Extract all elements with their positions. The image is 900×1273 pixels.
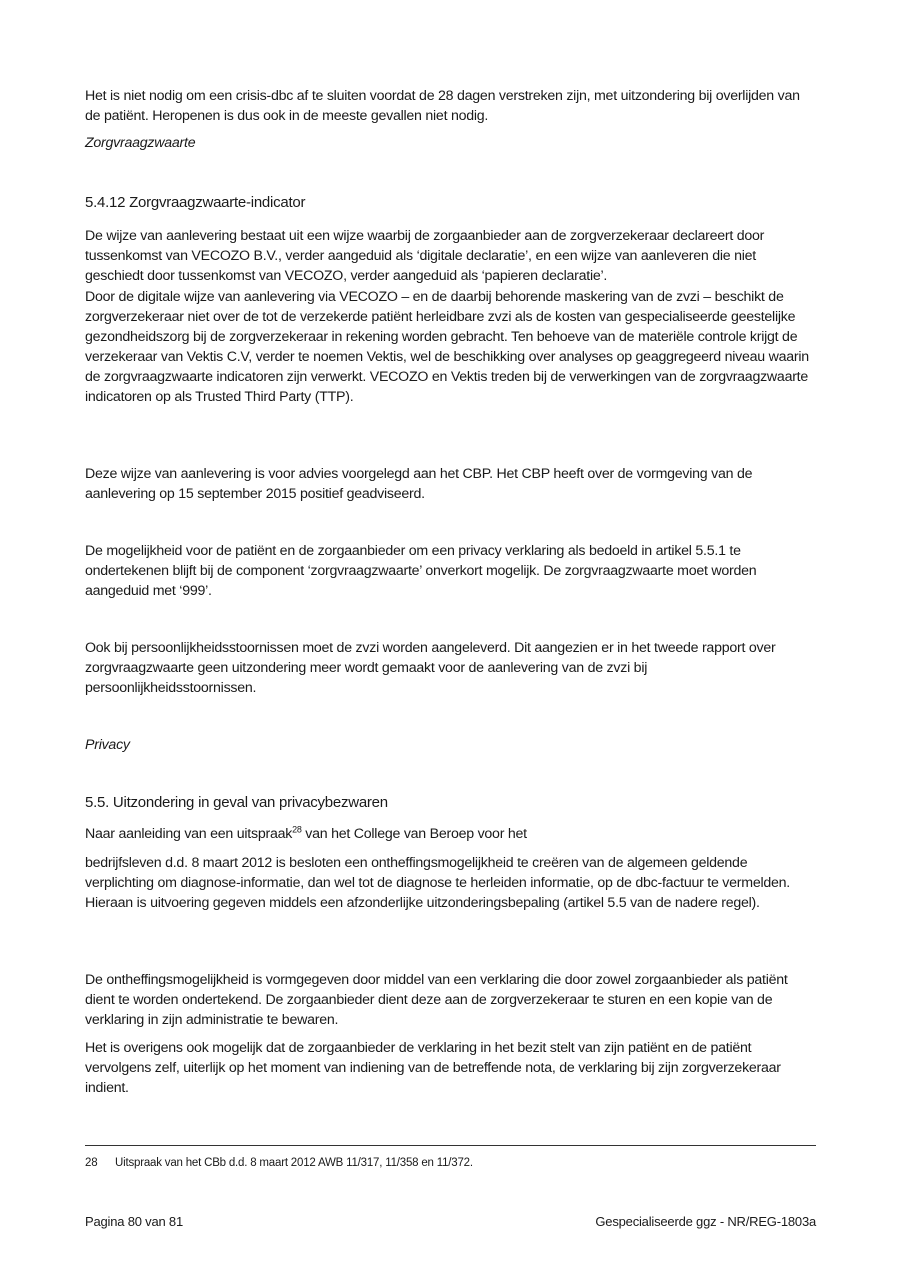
footnote-divider (85, 1145, 816, 1146)
footnote-28 (85, 1156, 473, 1170)
paragraph-crisis-dbc: Het is niet nodig om een crisis-dbc af te sluiten voordat de 28 dagen verstreken zijn, met uitzondering bij overlijden van de patiënt. Heropenen is dus ook in de meeste gevallen niet nodig. (85, 88, 800, 124)
footnote-number: 28 (85, 1157, 98, 1169)
section-label-privacy: Privacy (85, 737, 130, 753)
paragraph-digitale-wijze: Door de digitale wijze van aanlevering via VECOZO – en de daarbij behorende maskering van de zvzi – beschikt de zorgverzekeraar niet over de tot de verzekerde patiënt herleidbare zvzi als de kosten van gespecialiseerde geestelijke gezondheidszorg bij de zorgverzekeraar in rekening worden gebracht. Ten behoeve van de materiële controle krijgt de verzekeraar van Vektis C.V, verder te noemen Vektis, wel de beschikking over analyses op geaggregeerd niveau waarin de zorgvraagzwaarte indicatoren zijn verwerkt. VECOZO en Vektis treden bij de verwerkingen van de zorgvraagzwaarte indicatoren op als Trusted Third Party (TTP). (85, 289, 809, 405)
paragraph-cbp-advies: Deze wijze van aanlevering is voor advies voorgelegd aan het CBP. Het CBP heeft over de vormgeving van de aanlevering op 15 september 2015 positief geadviseerd. (85, 466, 753, 502)
paragraph-ontheffingsmogelijkheid: De ontheffingsmogelijkheid is vormgegeven door middel van een verklaring die door zowel zorgaanbieder als patiënt dient te worden ondertekend. De zorgaanbieder dient deze aan de zorgverzekeraar te sturen en een kopie van de verklaring in zijn administratie te bewaren. (85, 972, 788, 1028)
paragraph-persoonlijkheidsstoornissen: Ook bij persoonlijkheidsstoornissen moet de zvzi worden aangeleverd. Dit aangezien er in het tweede rapport over zorgvraagzwaarte geen uitzondering meer wordt gemaakt voor de aanlevering van de zvzi bij persoonlijkheidsstoornissen. (85, 640, 776, 696)
paragraph-wijze-van-aanlevering: De wijze van aanlevering bestaat uit een wijze waarbij de zorgaanbieder aan de zorgverzekeraar declareert door tussenkomst van VECOZO B.V., verder aangeduid als ‘digitale declaratie’, en een wijze van aanleveren die niet geschiedt door tussenkomst van VECOZO, verder aangeduid als ‘papieren declaratie’. (85, 228, 765, 284)
section-heading-5-4-12: 5.4.12 Zorgvraagzwaarte-indicator (85, 194, 306, 211)
paragraph-naar-aanleiding-text: Naar aanleiding van een uitspraak (85, 826, 293, 842)
footnote-reference-28[interactable]: 28 (292, 824, 302, 835)
paragraph-bedrijfsleven: bedrijfsleven d.d. 8 maart 2012 is besloten een ontheffingsmogelijkheid te creëren van de algemeen geldende verplichting om diagnose-informatie, dan wel tot de diagnose te herleiden informatie, op de dbc-factuur te vermelden. Hieraan is uitvoering gegeven middels een afzonderlijke uitzonderingsbepaling (artikel 5.5 van de nadere regel). (85, 855, 790, 911)
paragraph-privacy-verklaring-mogelijkheid: De mogelijkheid voor de patiënt en de zorgaanbieder om een privacy verklaring als bedoeld in artikel 5.5.1 te ondertekenen blijft bij de component ‘zorgvraagzwaarte’ onverkort mogelijk. De zorgvraagzwaarte moet worden aangeduid met ‘999’. (85, 543, 757, 599)
paragraph-naar-aanleiding-text-rest: van het College van Beroep voor het (301, 826, 527, 842)
document-identifier: Gespecialiseerde ggz - NR/REG-1803a (595, 1214, 816, 1229)
page-number: Pagina 80 van 81 (85, 1214, 183, 1229)
section-label-zorgvraagzwaarte: Zorgvraagzwaarte (85, 135, 196, 151)
section-heading-5-5: 5.5. Uitzondering in geval van privacybezwaren (85, 794, 388, 811)
footnote-text: Uitspraak van het CBb d.d. 8 maart 2012 AWB 11/317, 11/358 en 11/372. (115, 1157, 473, 1169)
paragraph-naar-aanleiding (85, 824, 817, 844)
paragraph-overigens: Het is overigens ook mogelijk dat de zorgaanbieder de verklaring in het bezit stelt van zijn patiënt en de patiënt vervolgens zelf, uiterlijk op het moment van indiening van de betreffende nota, de verklaring bij zijn zorgverzekeraar indient. (85, 1040, 781, 1096)
